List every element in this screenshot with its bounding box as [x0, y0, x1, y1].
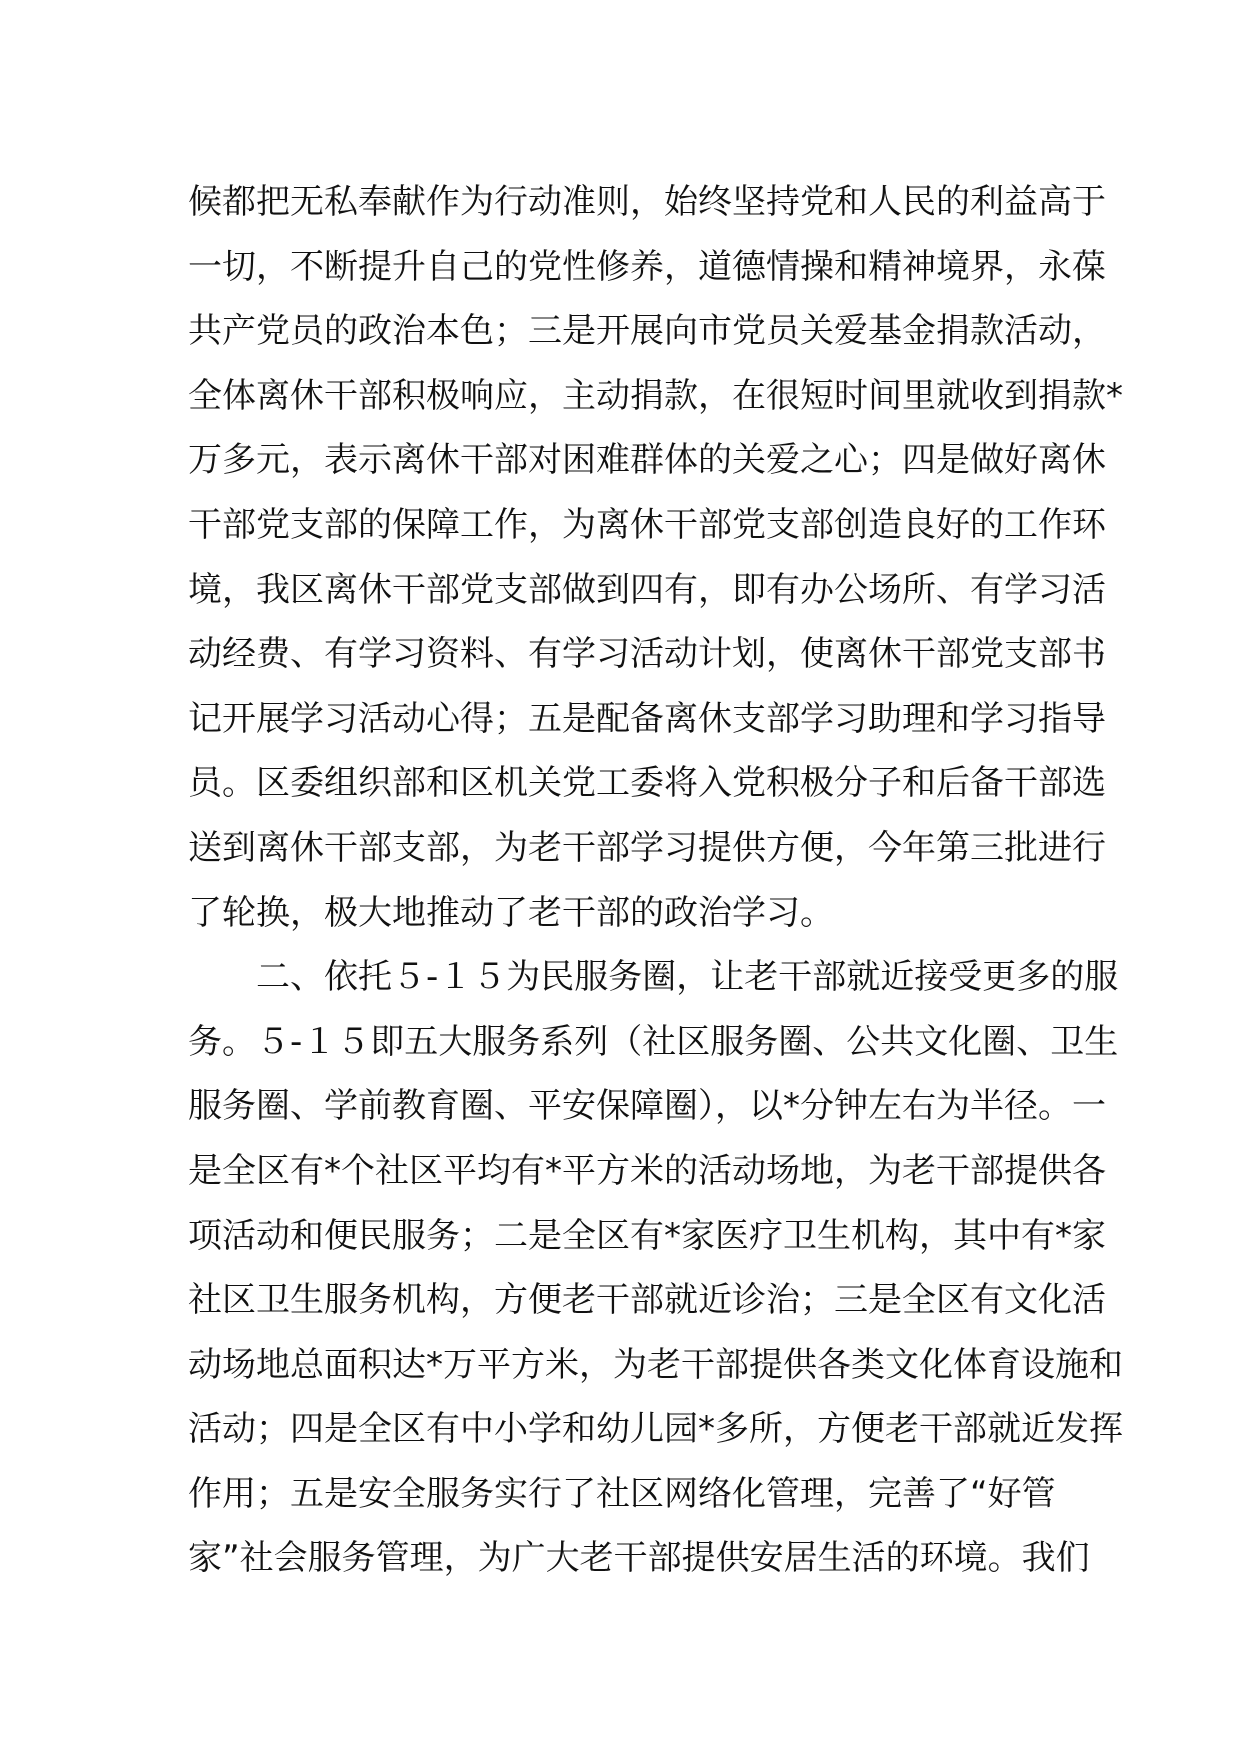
text-line: 了轮换，极大地推动了老干部的政治学习。 — [188, 892, 834, 933]
text-line: 二、依托５-１５为民服务圈，让老干部就近接受更多的服 — [188, 957, 1119, 998]
text-line: 务。５-１５即五大服务系列（社区服务圈、公共文化圈、卫生 — [188, 1021, 1119, 1062]
text-line: 项活动和便民服务；二是全区有*家医疗卫生机构，其中有*家 — [188, 1215, 1106, 1256]
text-line: 员。区委组织部和区机关党工委将入党积极分子和后备干部选 — [188, 763, 1106, 804]
text-line: 活动；四是全区有中小学和幼儿园*多所，方便老干部就近发挥 — [188, 1409, 1123, 1450]
text-line: 记开展学习活动心得；五是配备离休支部学习助理和学习指导 — [188, 698, 1106, 739]
text-line: 一切，不断提升自己的党性修养，道德情操和精神境界，永葆 — [188, 246, 1106, 287]
text-line: 是全区有*个社区平均有*平方米的活动场地，为老干部提供各 — [188, 1150, 1106, 1191]
paragraph-2 — [188, 945, 1123, 1591]
text-line: 境，我区离休干部党支部做到四有，即有办公场所、有学习活 — [188, 569, 1106, 610]
text-line: 动经费、有学习资料、有学习活动计划，使离休干部党支部书 — [188, 634, 1106, 675]
text-line: 干部党支部的保障工作，为离休干部党支部创造良好的工作环 — [188, 504, 1106, 545]
paragraph-1 — [188, 170, 1123, 945]
body-text — [188, 170, 1123, 1591]
text-line: 家”社会服务管理，为广大老干部提供安居生活的环境。我们 — [188, 1538, 1090, 1579]
text-line: 送到离休干部支部，为老干部学习提供方便，今年第三批进行 — [188, 827, 1106, 868]
text-line: 候都把无私奉献作为行动准则，始终坚持党和人民的利益高于 — [188, 182, 1106, 222]
text-line: 万多元，表示离休干部对困难群体的关爱之心；四是做好离休 — [188, 440, 1106, 481]
text-line: 全体离休干部积极响应，主动捐款，在很短时间里就收到捐款* — [188, 375, 1123, 416]
text-line: 作用；五是安全服务实行了社区网络化管理，完善了“好管 — [188, 1473, 1056, 1514]
text-line: 共产党员的政治本色；三是开展向市党员关爱基金捐款活动， — [188, 311, 1106, 352]
text-line: 社区卫生服务机构，方便老干部就近诊治；三是全区有文化活 — [188, 1280, 1106, 1321]
text-line: 服务圈、学前教育圈、平安保障圈），以*分钟左右为半径。一 — [188, 1086, 1106, 1127]
text-line: 动场地总面积达*万平方米，为老干部提供各类文化体育设施和 — [188, 1344, 1123, 1385]
